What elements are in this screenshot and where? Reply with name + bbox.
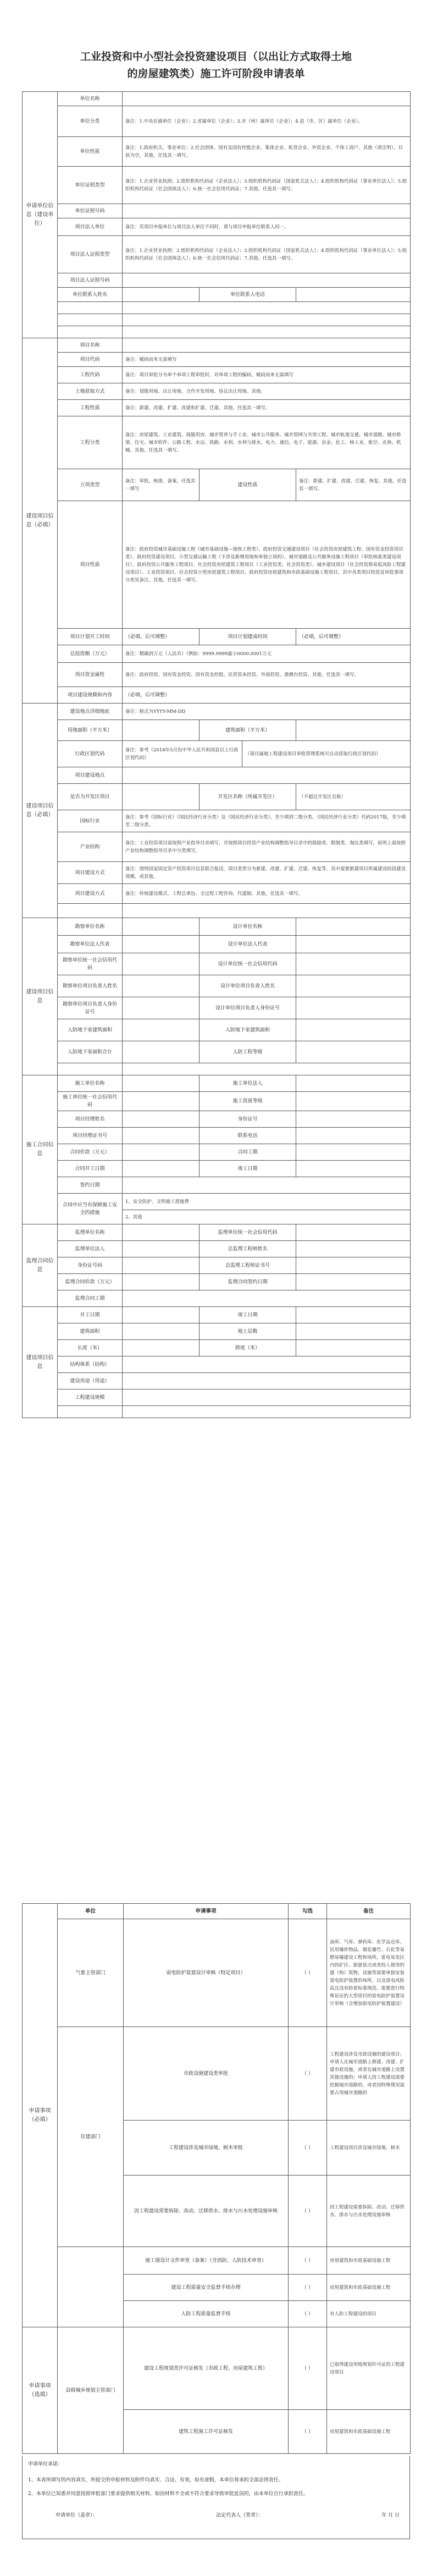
dev-zone-name-field[interactable]: （不超过开发区名称） [296,784,411,810]
supervisor-code-field[interactable] [296,1224,411,1241]
start-label: 项目计划开工时间 [58,629,123,645]
span-label: 跨度（米） [200,1340,296,1356]
duration-field[interactable] [296,1144,411,1161]
floors-field[interactable] [296,1323,411,1340]
row-note: 已取得建设用地规划许可证的工程建设项目 [327,2327,411,2410]
spacer-cell [58,326,123,338]
fire-area-2-label: 人防地下室建筑面积 [200,1019,296,1041]
fire-area-field[interactable] [123,1019,200,1041]
project-name-field[interactable] [123,338,411,353]
matters-table [22,1903,411,2454]
land-field[interactable]: 备注：划拨用地、出让用地、合作开发用地、协议出让用地、其他。 [123,383,411,400]
manager-phone-field[interactable] [296,1128,411,1144]
length-label: 长度（米） [58,1340,123,1356]
declaration-table [22,2456,410,2539]
section-project: 建设项目信息（必填） [23,338,58,704]
col-check-header: 勾选 [289,1904,327,1919]
manager-cert-field[interactable] [123,1128,200,1144]
builder-code-field[interactable] [123,1092,200,1111]
section-applicant: 申请单位信息（建设单位） [23,92,58,338]
row-matter: 施工图设计文件审查（备案）（含消防、人防技术审查） [124,2247,289,2275]
sup-duration-label: 监理合同工期 [58,1290,123,1307]
engineer-id-label: 身份证号码 [58,1257,123,1274]
cert-no-field[interactable] [123,204,411,218]
engineer-cert-field[interactable] [296,1257,411,1274]
row-unit [58,2247,124,2327]
location-field[interactable] [123,767,411,784]
legal-person-label: 项目法人单位 [58,218,123,236]
lp-cert-type-field[interactable]: 备注：1.企业营业执照；2.组织机构代码证（企业法人）；3.组织机构代码证（国家机关法人）；4.组织机构代码证（事业单位法人）；5.组织机构代码证（社会团体法人）；6.统一社会信用代码证；7.其他。任选其一填写。 [123,236,411,273]
design-legal-label: 设计单位法人代表 [200,936,296,953]
land-label: 土地获取方式 [58,383,123,400]
dev-zone-name-label: 开发区名称（所属开发区） [200,784,296,810]
area-field[interactable] [123,720,200,741]
row-matter: 建筑工程施工许可证核发 [124,2410,289,2454]
table-row [23,2027,411,2121]
measure-option-2[interactable]: 2、其他 [123,1210,411,1224]
manager-cert-label: 项目经理证书号 [58,1128,123,1144]
civil-area-label: 人防地下室面积合计 [58,1041,123,1063]
civil-grade-field[interactable] [296,1041,411,1063]
sign-date-label: 签约日期 [58,1177,123,1194]
row-checkbox[interactable]: （ ） [289,2301,327,2327]
signature-row [28,2512,404,2520]
invest-field[interactable]: 备注：精确到万元（人民币）（例如：9999.9999最小0000.0001万元 [123,645,411,663]
duration-label: 合同工期 [200,1144,296,1161]
row-checkbox[interactable]: （ ） [289,2247,327,2275]
unit-type-field[interactable]: 备注：1.中央在渝单位（企业）；2.省属单位（企业）；3.市（州）属单位（企业）；4.县（市、区）属单位（企业）。 [123,106,411,137]
builder-level-label: 施工资质等级 [200,1092,296,1111]
section-contract: 施工合同信息 [23,1075,58,1224]
survey-legal-field[interactable] [123,936,200,953]
build-mode-label: 项目建设方式 [58,884,123,904]
content-field[interactable]: 备注：政府投资城市基础设施工程（城市基础设施—地热工程类）、政府投资交通建设项目（社会投资房屋建筑工程、国有资金投资项目类）、政府投资建设项目、小型交通运输工程（不涉及新增用地和单独立项的）、城市道路及公共服务设施工程项目（审批核准类建设项目）、政府投资公共服务工程项目、社会投资房屋建筑工程项目（工业投资类、社会投资类）、城乡建设项目（社会投资简易低风险工程建设项目）、工业投资项目、社会投资小型房屋建筑工程项目，政府投资房屋建筑和市政基础设施工程项目，其中各类项目投资及审批事项分类见备注，其他。任选其一填写。 [123,501,411,629]
title-line-2: 的房屋建筑类）施工许可阶段申请表单 [127,68,305,80]
engineer-field[interactable] [296,1241,411,1257]
builder-level-field[interactable] [296,1092,411,1111]
contact-label: 单位联系人姓名 [58,288,123,302]
fire-area-label: 人防地下室建筑面积 [58,1019,123,1041]
start-time-label: 开工日期 [58,1307,123,1323]
nature-field[interactable]: 备注：新建、改建、扩建、改建和扩建、迁建、其他。任选其一填写。 [123,400,411,416]
builder-field[interactable] [123,1075,200,1092]
row-note: 房屋建筑和市政基础设施工程 [327,2410,411,2454]
scale-label: 项目建设方式 [58,862,123,884]
structure-system-label: 结构体系（结构） [58,1356,123,1373]
cert-type-field[interactable]: 备注：1.企业营业执照；2.组织机构代码证（企业法人）；3.组织机构代码证（国家机关法人）；4.组织机构代码证（事业单位法人）；5.组织机构代码证（社会团体法人）；6.统一社会信用代码证；7.其他。任选其一填写。 [123,167,411,204]
total-area-field[interactable] [123,1323,200,1340]
area-label: 用地面积（平方米） [58,720,123,741]
manager-id-label: 身份证号 [200,1111,296,1128]
sup-sign-date-label: 监理合同签约日期 [200,1274,296,1290]
build-area-field[interactable] [296,720,411,741]
sup-price-field[interactable] [123,1274,200,1290]
content-label: 项目性质 [58,501,123,629]
design-rep-label: 设计单位项目负责人姓名 [200,975,296,997]
section-unit-info: 建设项目信息 [23,918,58,1075]
row-checkbox[interactable]: （ ） [289,2027,327,2121]
end-label: 项目计划建成时间 [200,629,296,645]
row-unit: 气象主管部门 [58,1919,124,2027]
spacer-cell [123,1406,411,1418]
design-legal-field[interactable] [296,936,411,953]
cert-no-label: 单位证照号码 [58,204,123,218]
build-type-label: 立项类型 [58,469,123,501]
civil-grade-label: 人防工程等级 [200,1041,296,1063]
declaration-box [23,2456,410,2539]
contact-field[interactable] [123,288,200,302]
design-rep-field[interactable] [296,975,411,997]
design-code-field[interactable] [296,953,411,975]
lp-cert-type-label: 项目法人证照类型 [58,236,123,273]
region-note: （项目属地工程建设项目审批管理系统可自动获取行政区划代码） [242,741,411,767]
survey-unit-field[interactable] [123,918,200,936]
section-engineering: 建设项目信息 [23,1307,58,1418]
row-note: 因工程建设需要拆除、改动、迁移供水、排水与污水处理设施审核 [327,2176,411,2247]
design-code-label: 设计单位统一社会信用代码 [200,953,296,975]
cert-type-label: 单位证照类型 [58,167,123,204]
legal-person-field[interactable]: 备注：若项目申报单位与项目法人单位不同时，请与项目申报单位联系人同一。 [123,218,411,236]
unit-nature-label: 单位性质 [58,137,123,167]
end-date-label: 竣工日期 [200,1161,296,1177]
table-row [23,2327,411,2410]
design-lp-label: 设计单位项目负责人身份证号 [200,997,296,1019]
sup-duration-field[interactable] [123,1290,411,1307]
spacer-cell [123,904,411,918]
invest-label: 总投资额（万元） [58,645,123,663]
build-type-field[interactable]: 备注：审批、核准、备案，任选其一填写 [123,469,200,501]
begin-date-label: 合同开工日期 [58,1161,123,1177]
category-label: 工程分类 [58,416,123,469]
build-area-label: 建筑面积（平方米） [200,720,296,741]
declaration-line-1: 1、本表所填写的内容真实，所提交的申报材料及附件均真实、合法、有效，如有虚假，本单位将承担全部法律责任。 [28,2478,284,2483]
spacer-cell [58,302,123,314]
declaration-line-2: 2、本单位已知悉并同意按照审批部门要求提供相关材料，如因材料不全或不符合要求导致审批延误的，由本单位自行承担责任。 [28,2491,308,2497]
table-row [23,1919,411,2027]
dev-zone-field[interactable] [123,784,200,810]
application-form [22,91,411,1418]
floors-label: 地上层数 [200,1323,296,1340]
row-note: 工程建设涉及市政设施的建设项目；申请人在城市道路上修建、改建、扩建市政设施，或者在城市道路上设置其他设施的；申请人因工程建设需要挖掘城市道路的，或者因特殊情况需要占用城市道路的 [327,2027,411,2121]
funding-field[interactable]: 备注：政府投资、国有资金投资、国有资金控股、民营资本投资、外商投资、港澳台投资、其他。任选其一填写。 [123,663,411,687]
row-note: 油库、气库、弹药库、化学品仓库、民用爆炸物品、烟花爆竹、石化等易燃易爆建设工程和场所，雷电易发区内的矿区、旅游景点或者投入使用的建（构）筑物、设施等需要单独安装雷电防护装置的场所，以及雷电风险高且没有防雷标准规范、需要进行特殊论证的大型项目的雷电防护装置设计审核（含增加雷电防护装置建设） [327,1919,411,2027]
nature-label: 工程性质 [58,400,123,416]
row-matter: 人防工程质量监督手续 [124,2301,289,2327]
location-label: 项目建设地点 [58,767,123,784]
legal-rep-sign[interactable]: 法定代表人（签章）： [216,2513,263,2518]
unit-name-label: 单位名称 [58,92,123,106]
row-checkbox[interactable]: （ ） [289,2410,327,2454]
builder-legal-field[interactable] [296,1075,411,1092]
design-unit-label: 设计单位名称 [200,918,296,936]
spacer-cell [123,326,411,338]
spacer-cell [123,302,411,314]
title-line-1: 工业投资和中小型社会投资建设项目（以出让方式取得土地 [80,51,352,63]
builder-legal-label: 施工单位法人 [200,1075,296,1092]
survey-lp-field[interactable] [123,997,200,1019]
spacer-cell [123,314,411,326]
col-note-header: 备注 [327,1904,411,1919]
manager-phone-label: 联系电话 [200,1128,296,1144]
region-field[interactable]: 备注：参考《2018年5月份中华人民共和国县以上行政区划代码》 [123,741,242,767]
row-matter: 因工程建设需要拆除、改动、迁移供水、排水与污水处理设施审核 [124,2176,289,2247]
funding-label: 项目资金属性 [58,663,123,687]
builder-code-label: 施工单位统一社会信用代码 [58,1092,123,1111]
survey-rep-field[interactable] [123,975,200,997]
measure-option-1[interactable]: 1、安全防护、文明施工措施费 [123,1194,411,1210]
row-unit: 住建部门 [58,2027,124,2247]
spacer-cell [58,1063,123,1075]
use-label: 建设用途（用途） [58,1373,123,1389]
approval-label: 项目建设规模和内容 [58,687,123,704]
builder-label: 施工单位名称 [58,1075,123,1092]
section-parallel: 申请事项（选填） [23,2327,58,2454]
manager-id-field[interactable] [296,1111,411,1128]
project-code-label: 项目代码 [58,353,123,367]
span-field[interactable] [296,1340,411,1356]
row-checkbox[interactable]: （ ） [289,2327,327,2410]
section-project-continued: 建设项目信息（必填） [23,704,58,918]
engineer-cert-label: 总监理工程师证书号 [200,1257,296,1274]
price-field[interactable] [123,1144,200,1161]
table-row [23,2247,411,2275]
category-field[interactable]: 备注：房屋建筑、工业建筑、商服用房、城市管养与手工业、城市公共服务、城市管网与共用工程、城市轨道交通、城市道路、城市桥梁、住宅、城市软件、公路工程、水运、铁路、水利、水利与排水、电力、通信、电子、能源、冶金、化工、核工业、航空、农林、机械、其他。任选其一填写。 [123,416,411,469]
length-field[interactable] [123,1340,200,1356]
use-field[interactable] [123,1373,411,1389]
row-note: 房屋建筑和市政基础设施工程 [327,2247,411,2275]
row-checkbox[interactable]: （ ） [289,2121,327,2176]
applicant-seal[interactable]: 申请单位（盖章）： [56,2513,98,2518]
supervisor-legal-field[interactable] [123,1241,200,1257]
survey-legal-label: 勘察单位法人代表 [58,936,123,953]
survey-code-field[interactable] [123,953,200,975]
structure-field[interactable]: 备注：工业投资项目需按照产业指导目录填写，并按照项目投资产业结构调整指导目录中的鼓励类、限制类、淘汰类填写，原则上需按照产业结构调整指导目录中分类填写。 [123,832,411,862]
unit-nature-field[interactable]: 备注：1.政府机关、事业单位；2.社会团体、国有及国有控股企业、集体企业、私营企业、外资企业、个体工商户、其他（请注明）。目前为空，其他，任选其一填写。 [123,137,411,167]
approve-field[interactable]: 备注：新建、扩建、改建、迁建、恢复、其他，任选其一填写。 [296,469,411,501]
end-field[interactable]: （必填，后可调整） [296,629,411,645]
spacer-cell [58,1406,123,1418]
country-label: 国标行业 [58,810,123,832]
dev-zone-label: 是否为开发区项目 [58,784,123,810]
sup-price-label: 监理合同价款（万元） [58,1274,123,1290]
spacer-cell [123,1063,411,1075]
approval-date-label: 建设地点详细地址 [58,704,123,720]
approve-label: 建设性质 [200,469,296,501]
spacer-cell [58,904,123,918]
declaration-label: 申请单位承诺： [28,2462,63,2467]
design-unit-field[interactable] [296,918,411,936]
survey-rep-label: 勘察单位项目负责人姓名 [58,975,123,997]
approval-field[interactable]: （必填，后可调整） [123,687,411,704]
sign-date-field[interactable] [123,1177,411,1194]
sup-sign-date-field[interactable] [296,1274,411,1290]
engineer-label: 总监理工程师姓名 [200,1241,296,1257]
project-code-field: 备注：赋码而来无需填写 [123,353,411,367]
approval-date-field[interactable]: 备注：格式为YYYY-MM-DD [123,704,411,720]
measure-label: 合同中应当有保障施工安全的措施 [58,1194,123,1224]
start-field[interactable]: （必填，后可调整） [123,629,200,645]
end-date-field[interactable] [296,1161,411,1177]
row-unit: 县级城乡规划主管部门 [58,2327,124,2454]
project-scale-field[interactable] [123,1389,411,1406]
supervisor-code-label: 监理单位统一社会信用代码 [200,1224,296,1241]
proj-code-label: 工程代码 [58,367,123,383]
row-checkbox[interactable]: （ ） [289,2275,327,2301]
build-mode-field[interactable]: 备注：传统建设模式、工程总承包、全过程工程咨询、代建制、其他，任选其一填写。 [123,884,411,904]
price-label: 合同价款（万元） [58,1144,123,1161]
project-scale-label: 工程建设规模 [58,1389,123,1406]
manager-field[interactable] [123,1111,200,1128]
project-name-label: 项目名称 [58,338,123,353]
supervisor-label: 监理单位名称 [58,1224,123,1241]
section-supervision: 监理合同信息 [23,1224,58,1307]
row-note: 有人防工程建设的项目 [327,2301,411,2327]
scale-field[interactable]: 备注：围绕国家固定资产投资项目信息联合报送，项目类型分为新建、改建、扩建、迁建、恢复等，其中需要新建项目所属建设阶段建设规模，或其他。 [123,862,411,884]
supervisor-field[interactable] [123,1224,200,1241]
lp-cert-no-label: 项目法人证照号码 [58,273,123,288]
start-time-field[interactable] [123,1307,200,1323]
civil-area-field[interactable] [123,1041,200,1063]
row-note: 房屋建筑和市政基础设施工程 [327,2275,411,2301]
fire-area-2-field[interactable] [296,1019,411,1041]
survey-code-label: 勘察单位统一社会信用代码 [58,953,123,975]
col-unit-header: 单位 [58,1904,124,1919]
design-lp-field[interactable] [296,997,411,1019]
finish-time-field[interactable] [296,1307,411,1323]
unit-type-label: 单位分类 [58,106,123,137]
supervisor-legal-label: 监理单位法人 [58,1241,123,1257]
row-matter: 建设工程规划类许可证核发（市政工程、房屋建筑工程） [124,2327,289,2410]
row-note: 工程建设项目涉及城市绿地、树木 [327,2121,411,2176]
spacer-cell [58,314,123,326]
contact-phone-field[interactable] [296,288,411,302]
proj-code-field: 备注：项目审批分为单个单项工程审批时，对单项工程的编码，赋码而来无需填写 [123,367,411,383]
row-checkbox[interactable]: （ ） [289,2176,327,2247]
row-checkbox[interactable]: （ ） [289,1919,327,2027]
begin-date-field[interactable] [123,1161,200,1177]
structure-label: 产业结构 [58,832,123,862]
form-title [33,48,399,83]
survey-unit-label: 勘察单位名称 [58,918,123,936]
survey-lp-label: 勘察单位项目负责人身份证号 [58,997,123,1019]
sign-date[interactable]: 年 月 日 [381,2513,400,2518]
region-label: 行政区划代码 [58,741,123,767]
structure-system-field[interactable] [123,1356,411,1373]
unit-name-field[interactable] [123,92,411,106]
total-area-label: 建筑面积 [58,1323,123,1340]
row-matter: 市政设施建设类审批 [124,2027,289,2121]
manager-label: 项目经理姓名 [58,1111,123,1128]
section-matters: 申请事项（必填） [23,1904,58,2327]
col-matter-header: 申请事项 [124,1904,289,1919]
lp-cert-no-field[interactable] [123,273,411,288]
row-matter: 雷电防护装置设计审核（特定项目） [124,1919,289,2027]
row-matter: 建设工程质量安全监督手续办理 [124,2275,289,2301]
finish-time-label: 竣工日期 [200,1307,296,1323]
contact-phone-label: 单位联系人电话 [200,288,296,302]
engineer-id-field[interactable] [123,1257,200,1274]
country-field[interactable]: 备注：参考《国标行业》（国民经济行业分类）及《国民经济行业分类》，至少填到二级分类。《国民经济行业分类》代码2017版，至少填至二级分类。 [123,810,411,832]
row-matter: 工程建设涉及城市绿地、树木审批 [124,2121,289,2176]
